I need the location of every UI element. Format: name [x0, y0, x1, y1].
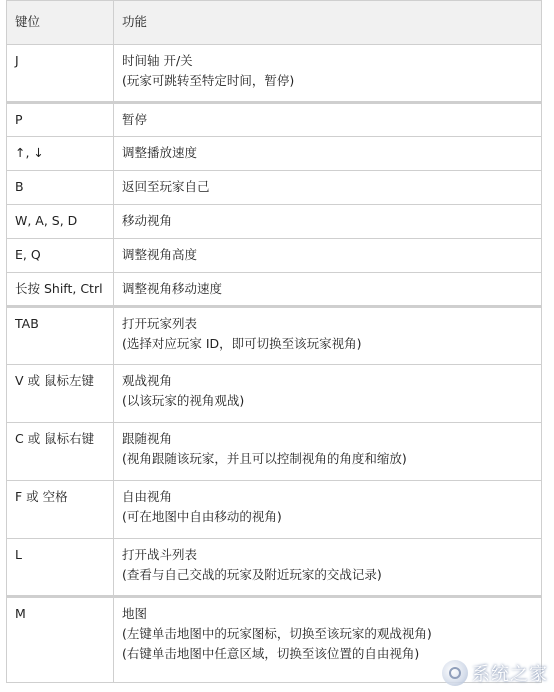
- function-line: (玩家可跳转至特定时间，暂停): [122, 73, 295, 88]
- function-line: 观战视角: [122, 373, 173, 388]
- function-line: 返回至玩家自己: [122, 179, 210, 194]
- row-function: [114, 481, 542, 539]
- row-key: L: [7, 539, 114, 597]
- row-function: [114, 273, 542, 307]
- row-function: [114, 239, 542, 273]
- table-row: [7, 171, 542, 205]
- table-header-row: [7, 1, 542, 45]
- table-row: [7, 307, 542, 365]
- hotkey-table: [6, 0, 542, 683]
- table-row: [7, 205, 542, 239]
- row-key: TAB: [7, 307, 114, 365]
- row-function: [114, 103, 542, 137]
- function-line: (可在地图中自由移动的视角): [122, 509, 282, 524]
- table-row: [7, 539, 542, 597]
- function-line: 暂停: [122, 112, 148, 127]
- function-line: (以该玩家的视角观战): [122, 393, 245, 408]
- row-function: [114, 423, 542, 481]
- function-line: 移动视角: [122, 213, 173, 228]
- function-line: 跟随视角: [122, 431, 173, 446]
- function-line: (左键单击地图中的玩家图标，切换至该玩家的观战视角): [122, 626, 432, 641]
- row-key: J: [7, 45, 114, 103]
- table-row: [7, 45, 542, 103]
- function-line: 打开玩家列表: [122, 316, 198, 331]
- function-line: 调整视角移动速度: [122, 281, 223, 296]
- row-key: V 或 鼠标左键: [7, 365, 114, 423]
- row-key: P: [7, 103, 114, 137]
- function-line: 调整视角高度: [122, 247, 198, 262]
- watermark-text: 系统之家: [472, 664, 548, 685]
- row-function: [114, 45, 542, 103]
- row-key: M: [7, 597, 114, 683]
- table-row: [7, 103, 542, 137]
- function-line: (查看与自己交战的玩家及附近玩家的交战记录): [122, 567, 382, 582]
- row-function: [114, 307, 542, 365]
- row-key: E, Q: [7, 239, 114, 273]
- system-home-logo-icon: [442, 660, 468, 686]
- function-line: (选择对应玩家 ID，即可切换至该玩家视角): [122, 336, 362, 351]
- function-line: (右键单击地图中任意区域，切换至该位置的自由视角): [122, 646, 420, 661]
- table-row: [7, 239, 542, 273]
- function-line: 时间轴 开/关: [122, 53, 193, 68]
- row-key: F 或 空格: [7, 481, 114, 539]
- row-function: [114, 137, 542, 171]
- row-key: C 或 鼠标右键: [7, 423, 114, 481]
- header-function: 功能: [114, 1, 542, 45]
- function-line: 调整播放速度: [122, 145, 198, 160]
- table-row: [7, 365, 542, 423]
- function-line: 自由视角: [122, 489, 173, 504]
- header-key: 键位: [7, 1, 114, 45]
- row-function: [114, 171, 542, 205]
- row-function: [114, 365, 542, 423]
- table-row: [7, 423, 542, 481]
- function-line: 地图: [122, 606, 148, 621]
- row-key: ↑, ↓: [7, 137, 114, 171]
- row-key: W, A, S, D: [7, 205, 114, 239]
- row-function: [114, 205, 542, 239]
- table-row: [7, 137, 542, 171]
- table-row: [7, 481, 542, 539]
- function-line: 打开战斗列表: [122, 547, 198, 562]
- watermark: [442, 660, 548, 686]
- row-key: B: [7, 171, 114, 205]
- row-key: 长按 Shift, Ctrl: [7, 273, 114, 307]
- row-function: [114, 539, 542, 597]
- function-line: (视角跟随该玩家，并且可以控制视角的角度和缩放): [122, 451, 407, 466]
- table-row: [7, 273, 542, 307]
